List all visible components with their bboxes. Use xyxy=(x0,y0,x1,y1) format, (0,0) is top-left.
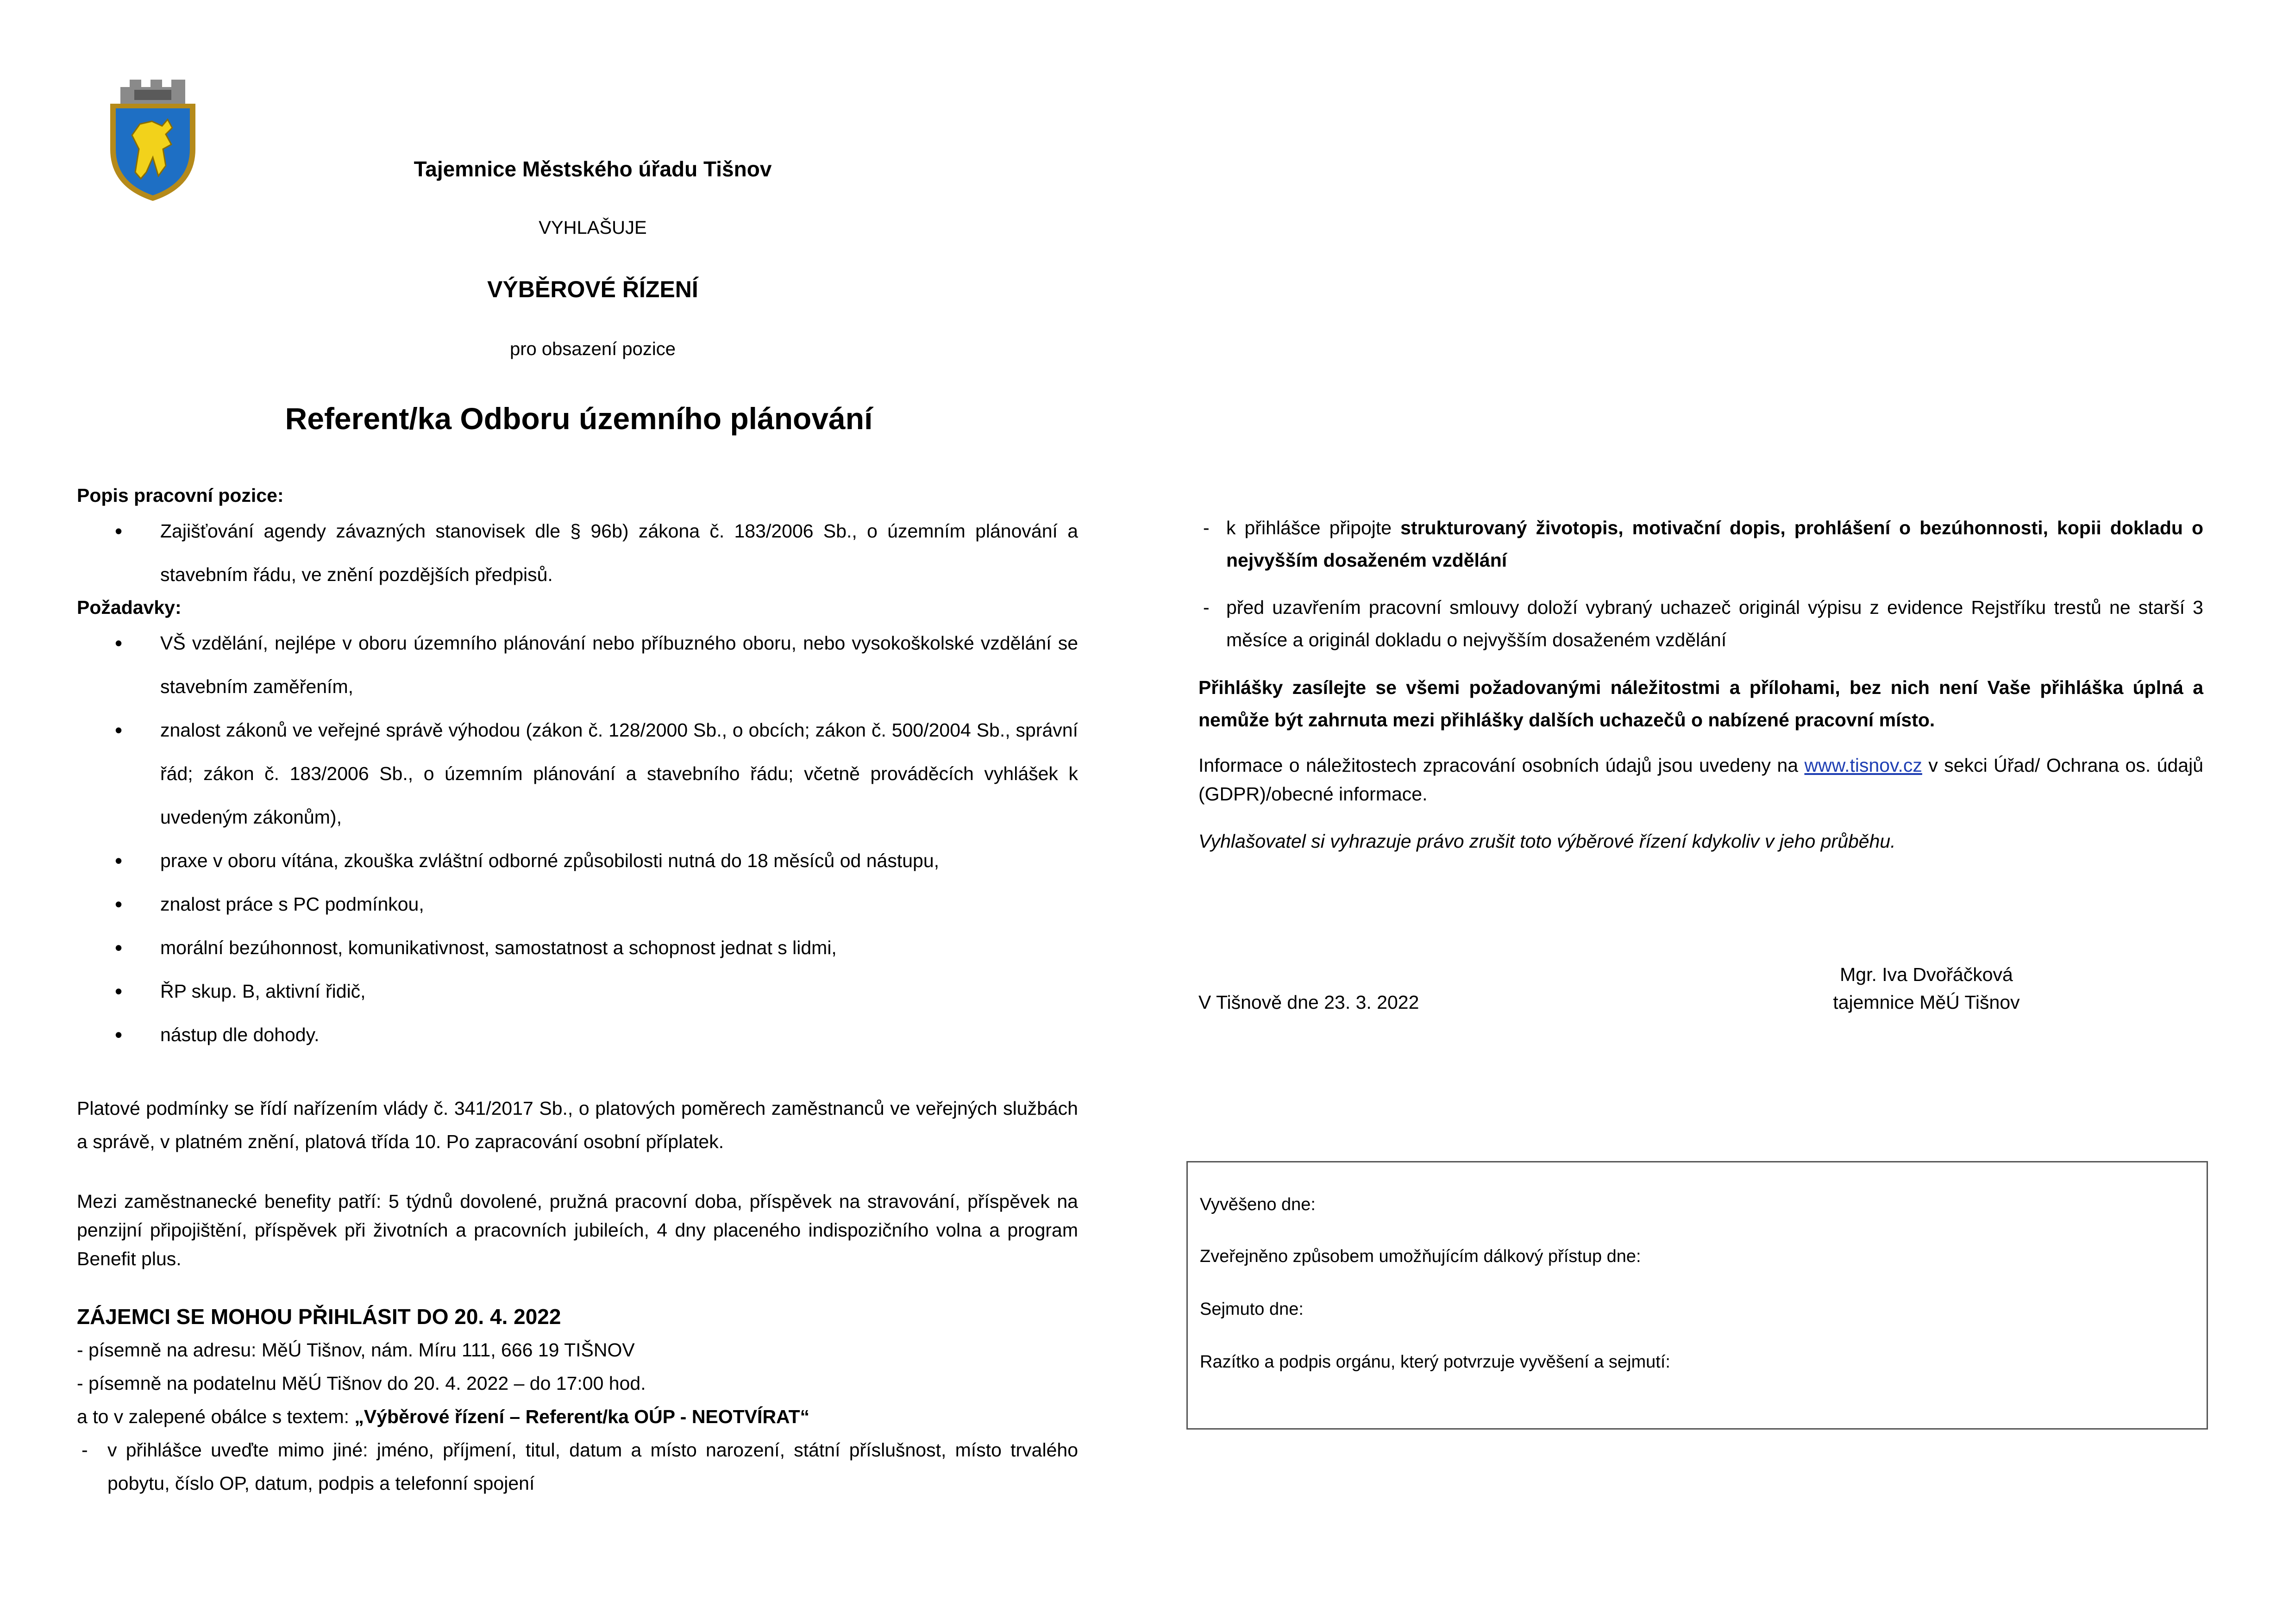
apply-registry-line: - písemně na podatelnu MěÚ Tišnov do 20. 4. 2022 – do 17:00 hod. xyxy=(77,1373,646,1394)
before-contract-item xyxy=(1203,591,2203,656)
dash-marker: - xyxy=(1203,597,1210,618)
place-date: V Tišnově dne 23. 3. 2022 xyxy=(1198,992,1419,1013)
list-item: • znalost práce s PC podmínkou, xyxy=(77,882,1078,926)
published-date-label: Zveřejněno způsobem umožňujícím dálkový přístup dne: xyxy=(1200,1247,1641,1266)
list-item: • praxe v oboru vítána, zkouška zvláštní odborné způsobilosti nutná do 18 měsíců od nástupu, xyxy=(77,839,1078,882)
list-item: • ŘP skup. B, aktivní řidič, xyxy=(77,969,1078,1013)
before-contract-text: před uzavřením pracovní smlouvy doloží vybraný uchazeč originál výpisu z evidence Rejstříku trestů ne starší 3 měsíce a originál dokladu o nejvyšším dosaženém vzdělání xyxy=(1226,597,2203,650)
attachments-prefix: k přihlášce připojte xyxy=(1226,517,1401,538)
warning-paragraph: Přihlášky zasílejte se všemi požadovanými náležitostmi a přílohami, bez nich není Vaše přihláška úplná a nemůže být zahrnuta mezi přihlášky dalších uchazečů o nabízené pracovní místo. xyxy=(1198,677,2203,731)
dash-marker: - xyxy=(82,1439,88,1461)
signatory-name: Mgr. Iva Dvořáčková xyxy=(1840,964,2013,985)
announces-line: VYHLAŠUJE xyxy=(539,218,647,238)
envelope-prefix: a to v zalepené obálce s textem: xyxy=(77,1406,355,1427)
reservation-note: Vyhlašovatel si vyhrazuje právo zrušit toto výběrové řízení kdykoliv v jeho průběhu. xyxy=(1198,831,1896,852)
list-item: • nástup dle dohody. xyxy=(77,1013,1078,1056)
gdpr-prefix: Informace o náležitostech zpracování osobních údajů jsou uvedeny na xyxy=(1198,755,1805,776)
stamp-signature-label: Razítko a podpis orgánu, který potvrzuje vyvěšení a sejmutí: xyxy=(1200,1352,1670,1372)
apply-address-line: - písemně na adresu: MěÚ Tišnov, nám. Míru 111, 666 19 TIŠNOV xyxy=(77,1339,635,1361)
attachments-list: strukturovaný životopis, motivační dopis, prohlášení o bezúhonnosti, kopii dokladu o nejvyšším dosaženém vzdělání xyxy=(1226,517,2203,571)
dash-marker: - xyxy=(1203,517,1210,538)
salary-paragraph: Platové podmínky se řídí nařízením vlády č. 341/2017 Sb., o platových poměrech zaměstnanců ve veřejných službách a správě, v platném znění, platová třída 10. Po zapracování osobní příplatek. xyxy=(77,1098,1078,1152)
gdpr-suffix: v sekci Úřad/ Ochrana os. údajů (GDPR)/obecné informace. xyxy=(1198,755,2204,805)
benefits-paragraph: Mezi zaměstnanecké benefity patří: 5 týdnů dovolené, pružná pracovní doba, příspěvek na stravování, příspěvek na penzijní připojištění, příspěvek při životních a pracovních jubileích, 4 dny placeného indispozičního volna a program Benefit plus. xyxy=(77,1191,1078,1269)
list-item: • znalost zákonů ve veřejné správě výhodou (zákon č. 128/2000 Sb., o obcích; zákon č. 500/2004 Sb., správní řád; zákon č. 183/2006 Sb., o územním plánování a stavebního řádu; včetně prováděcích vyhlášek k uvedeným zákonům), xyxy=(77,708,1078,839)
apply-heading: ZÁJEMCI SE MOHOU PŘIHLÁSIT DO 20. 4. 2022 xyxy=(77,1305,561,1329)
posted-date-label: Vyvěšeno dne: xyxy=(1200,1195,1316,1214)
envelope-line xyxy=(77,1400,1078,1433)
removed-date-label: Sejmuto dne: xyxy=(1200,1299,1304,1319)
application-contents-text: v přihlášce uveďte mimo jiné: jméno, příjmení, titul, datum a místo narození, státní příslušnost, místo trvalého pobytu, číslo OP, datum, podpis a telefonní spojení xyxy=(107,1439,1078,1494)
town-coat-of-arms-icon xyxy=(107,80,199,203)
website-link[interactable]: www.tisnov.cz xyxy=(1804,755,1922,776)
list-item: • VŠ vzdělání, nejlépe v oboru územního plánování nebo příbuzného oboru, nebo vysokoškolské vzdělání se stavebním zaměřením, xyxy=(77,621,1078,708)
description-list xyxy=(77,509,1078,596)
requirements-title: Požadavky: xyxy=(77,597,182,618)
gdpr-paragraph xyxy=(1198,751,2203,808)
envelope-text: „Výběrové řízení – Referent/ka OÚP - NEOTVÍRAT“ xyxy=(354,1406,810,1427)
procedure-title: VÝBĚROVÉ ŘÍZENÍ xyxy=(487,276,698,302)
description-section xyxy=(77,481,1078,1056)
list-item: • morální bezúhonnost, komunikativnost, samostatnost a schopnost jednat s lidmi, xyxy=(77,926,1078,969)
description-title: Popis pracovní pozice: xyxy=(77,485,284,506)
position-title: Referent/ka Odboru územního plánování xyxy=(285,401,873,436)
purpose-line: pro obsazení pozice xyxy=(509,339,676,359)
apply-section xyxy=(77,1300,1078,1500)
issuer-heading: Tajemnice Městského úřadu Tišnov xyxy=(414,157,772,181)
list-item: • Zajišťování agendy závazných stanovisek dle § 96b) zákona č. 183/2006 Sb., o územním plánování a stavebním řádu, ve znění pozdějších předpisů. xyxy=(77,509,1078,596)
attachments-item xyxy=(1203,512,2203,576)
signatory-title: tajemnice MěÚ Tišnov xyxy=(1833,992,2020,1013)
posting-record-box xyxy=(1186,1161,2208,1430)
requirements-list xyxy=(77,621,1078,1056)
attachments-section xyxy=(1198,512,2203,656)
application-contents xyxy=(82,1433,1078,1500)
